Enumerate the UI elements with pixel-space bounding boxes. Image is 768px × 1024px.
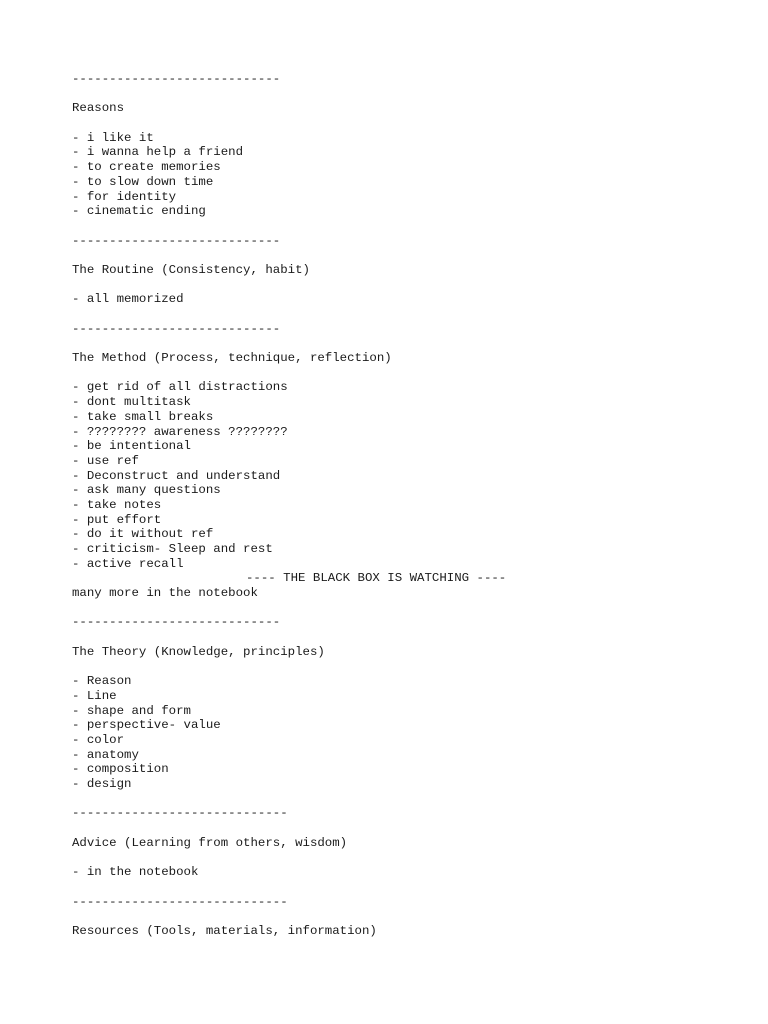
blank-line [72,821,712,836]
section-divider: ---------------------------- [72,233,281,248]
method-note: many more in the notebook [72,586,258,601]
section-divider: ----------------------------- [72,894,288,909]
blank-line [72,366,712,381]
list-item: - dont multitask [72,395,191,410]
section-divider: ---------------------------- [72,321,281,336]
list-item: - be intentional [72,439,191,454]
blank-line [72,87,712,102]
list-item: - get rid of all distractions [72,380,288,395]
blank-line [72,660,712,675]
routine-heading: The Routine (Consistency, habit) [72,262,310,277]
blank-line [72,278,712,293]
document-page [72,72,712,939]
blank-line [72,630,712,645]
list-item: - to slow down time [72,174,214,189]
list-item: - i like it [72,130,154,145]
blank-line [72,880,712,895]
advice-heading: Advice (Learning from others, wisdom) [72,835,348,850]
blank-line [72,792,712,807]
list-item: - cinematic ending [72,204,206,219]
list-item: - active recall [72,556,184,571]
list-item: - shape and form [72,703,191,718]
list-item: - anatomy [72,747,139,762]
blank-line [72,336,712,351]
list-item: - Reason [72,674,132,689]
resources-heading: Resources (Tools, materials, information) [72,923,377,938]
blank-line [72,850,712,865]
list-item: - ???????? awareness ???????? [72,424,288,439]
list-item: - perspective- value [72,718,221,733]
list-item: - design [72,777,132,791]
list-item: - in the notebook [72,865,199,880]
section-divider: ---------------------------- [72,615,281,630]
list-item: - Line [72,688,117,703]
method-heading: The Method (Process, technique, reflection) [72,351,392,366]
list-item: - use ref [72,453,139,468]
list-item: - do it without ref [72,527,214,542]
list-item: - to create memories [72,160,221,175]
blank-line [72,248,712,263]
blank-line [72,601,712,616]
list-item: - all memorized [72,292,184,307]
blank-line [72,116,712,131]
blank-line [72,219,712,234]
list-item: - composition [72,762,169,777]
watermark-text: ---- THE BLACK BOX IS WATCHING ---- [246,571,507,586]
list-item: - Deconstruct and understand [72,468,281,483]
list-item: - take small breaks [72,409,214,424]
theory-heading: The Theory (Knowledge, principles) [72,644,325,659]
section-divider: ---------------------------- [72,72,281,86]
list-item: - criticism- Sleep and rest [72,542,273,556]
list-item: - i wanna help a friend [72,145,244,160]
blank-line [72,909,712,924]
section-divider: ----------------------------- [72,806,288,821]
list-item: - color [72,732,125,747]
reasons-heading: Reasons [72,101,125,116]
list-item: - for identity [72,189,177,204]
list-item: - take notes [72,497,162,512]
list-item: - ask many questions [72,483,221,498]
blank-line [72,307,712,322]
list-item: - put effort [72,512,162,527]
